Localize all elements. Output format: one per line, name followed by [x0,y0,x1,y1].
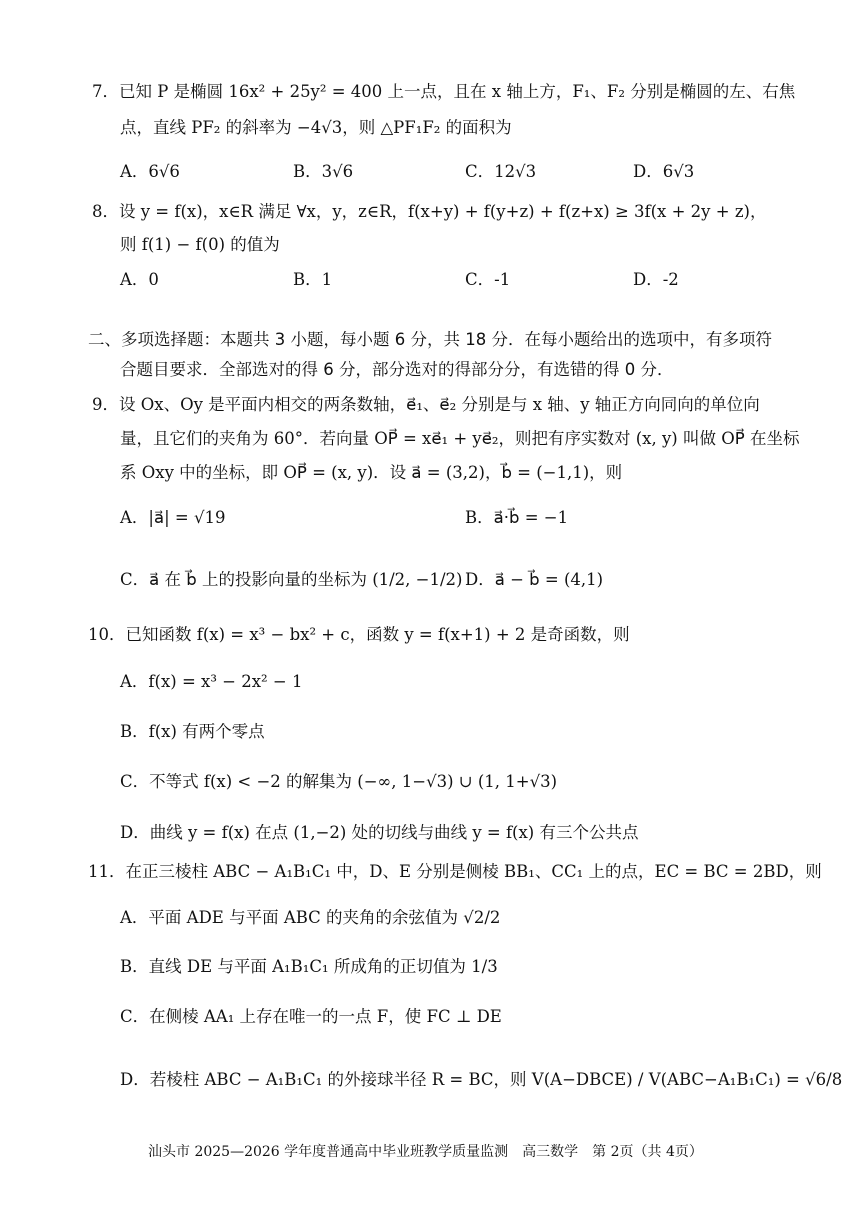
section2-heading-line1: 二、多项选择题：本题共 3 小题，每小题 6 分，共 18 分．在每小题给出的选项中，有多项符 [88,330,772,349]
q7-option-b: B．3√6 [293,162,354,181]
q11-option-b: B．直线 DE 与平面 A₁B₁C₁ 所成角的正切值为 1/3 [120,957,498,976]
q10-option-a: A．f(x) = x³ − 2x² − 1 [120,672,303,691]
q10-stem: 10．已知函数 f(x) = x³ − bx² + c，函数 y = f(x+1) + 2 是奇函数，则 [88,625,630,644]
q9-option-d: D．a⃗ − b⃗ = (4,1) [465,570,604,589]
section2-heading-line2: 合题目要求．全部选对的得 6 分，部分选对的得部分分，有选错的得 0 分． [120,360,674,379]
q7-option-a: A．6√6 [120,162,180,181]
q7-line1: 7．已知 P 是椭圆 16x² + 25y² = 400 上一点，且在 x 轴上方，F₁、F₂ 分别是椭圆的左、右焦 [92,82,796,101]
q10-option-c: C．不等式 f(x) < −2 的解集为 (−∞, 1−√3) ∪ (1, 1+√3) [120,772,558,791]
page-footer: 汕头市 2025—2026 学年度普通高中毕业班教学质量监测 高三数学 第 2页（共 4页） [148,1144,703,1160]
q9-option-c: C．a⃗ 在 b⃗ 上的投影向量的坐标为 (1/2, −1/2) [120,570,463,589]
q8-option-a: A．0 [120,270,159,289]
q7-option-c: C．12√3 [465,162,537,181]
q11-option-c: C．在侧棱 AA₁ 上存在唯一的一点 F，使 FC ⊥ DE [120,1007,502,1026]
q8-line1: 8．设 y = f(x)，x∈R 满足 ∀x，y，z∈R，f(x+y) + f(y+z) + f(z+x) ≥ 3f(x + 2y + z)， [92,202,767,221]
q9-line2: 量，且它们的夹角为 60°．若向量 OP⃗ = xe⃗₁ + ye⃗₂，则把有序实数对 (x, y) 叫做 OP⃗ 在坐标 [120,429,800,448]
q7-line2: 点，直线 PF₂ 的斜率为 −4√3，则 △PF₁F₂ 的面积为 [120,118,512,137]
q8-option-c: C．-1 [465,270,511,289]
q8-line2: 则 f(1) − f(0) 的值为 [120,235,280,254]
q10-option-d: D．曲线 y = f(x) 在点 (1,−2) 处的切线与曲线 y = f(x) 有三个公共点 [120,823,639,842]
q11-stem: 11．在正三棱柱 ABC − A₁B₁C₁ 中，D、E 分别是侧棱 BB₁、CC₁ 上的点，EC = BC = 2BD，则 [88,862,822,881]
q9-option-b: B．a⃗·b⃗ = −1 [465,508,569,527]
q9-line1: 9．设 Ox、Oy 是平面内相交的两条数轴，e⃗₁、e⃗₂ 分别是与 x 轴、y 轴正方向同向的单位向 [92,395,760,414]
q9-line3: 系 Oxy 中的坐标，即 OP⃗ = (x, y)．设 a⃗ = (3,2)，b⃗ = (−1,1)，则 [120,463,623,482]
q10-option-b: B．f(x) 有两个零点 [120,722,265,741]
q8-option-b: B．1 [293,270,333,289]
q7-option-d: D．6√3 [633,162,695,181]
q9-option-a: A．|a⃗| = √19 [120,508,226,527]
q8-option-d: D．-2 [633,270,679,289]
q11-option-a: A．平面 ADE 与平面 ABC 的夹角的余弦值为 √2/2 [120,908,501,927]
q11-option-d: D．若棱柱 ABC − A₁B₁C₁ 的外接球半径 R = BC，则 V(A−DBCE) / V(ABC−A₁B₁C₁) = √6/8 [120,1070,843,1089]
